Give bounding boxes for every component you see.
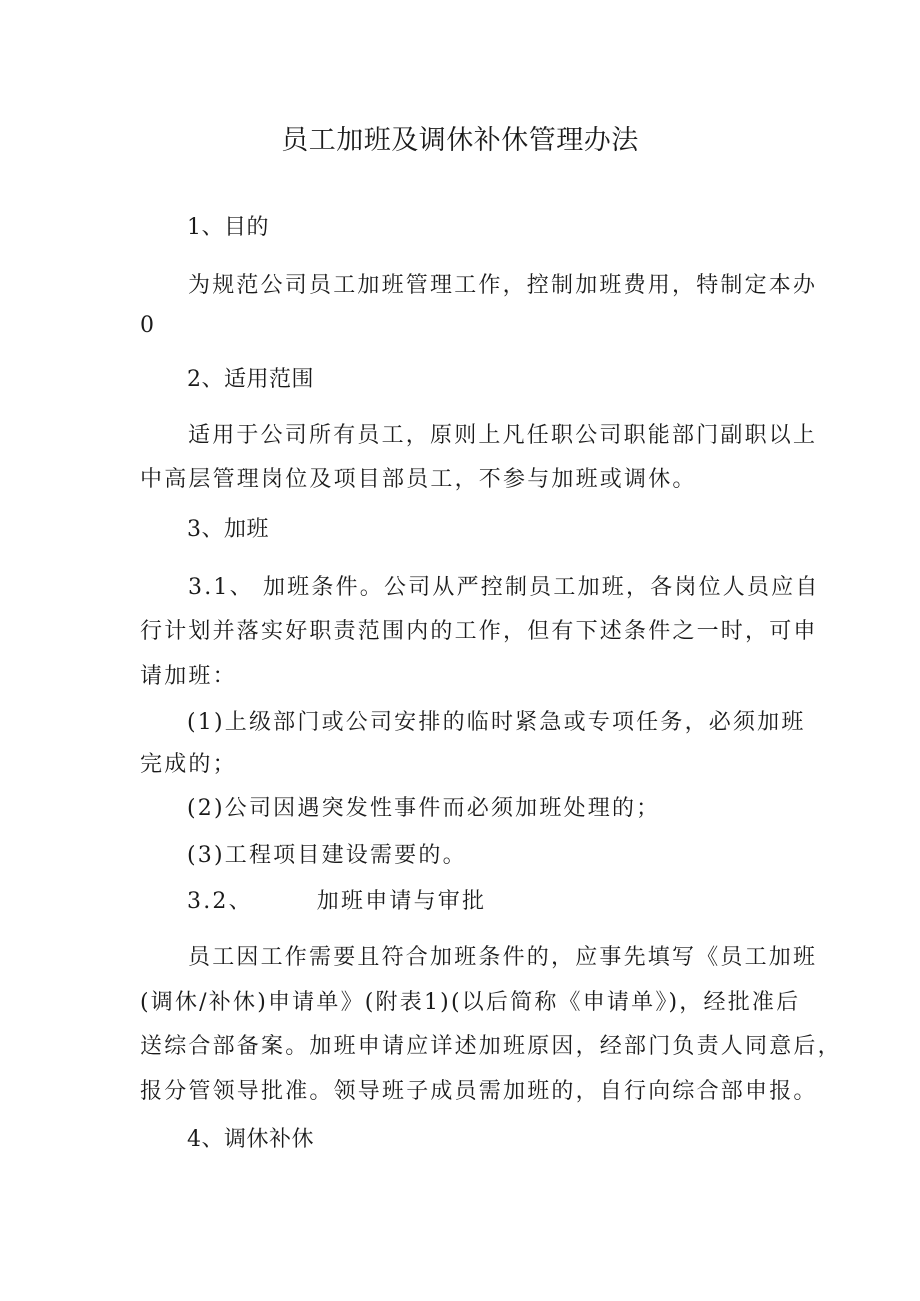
section-number: 2、 [187,367,224,392]
paragraph-line: 行计划并落实好职责范围内的工作，但有下述条件之一时，可申 [140,619,818,644]
paragraph-line: 中高层管理岗位及项目部员工，不参与加班或调休。 [140,467,697,492]
paragraph-line: 送综合部备案。加班申请应详述加班原因，经部门负责人同意后， [140,1034,842,1059]
section-heading-overtime [187,512,269,543]
paragraph-line: (调休/补休)申请单》(附表1)(以后简称《申请单》)，经批准后 [140,990,801,1015]
paragraph-line: 完成的； [140,752,237,777]
paragraph-line: 为规范公司员工加班管理工作，控制加班费用，特制定本办 [188,273,818,298]
document-title: 员工加班及调休补休管理办法 [281,125,639,156]
section-title: 加班 [224,517,270,542]
subsection-number: 3.2、 [187,889,253,914]
paragraph-line: 报分管领导批准。领导班子成员需加班的，自行向综合部申报。 [140,1079,818,1104]
section-title: 目的 [224,215,270,240]
section-heading-purpose [187,210,269,241]
list-item: (1)上级部门或公司安排的临时紧急或专项任务，必须加班 [187,710,806,735]
paragraph-line: 请加班： [140,664,237,689]
paragraph-line: 3.1、 加班条件。公司从严控制员工加班，各岗位人员应自 [188,575,820,600]
section-heading-scope [187,362,314,393]
section-number: 4、 [187,1127,224,1152]
paragraph-line: 适用于公司所有员工，原则上凡任职公司职能部门副职以上 [188,423,818,448]
section-number: 3、 [187,517,224,542]
paragraph-line: 0 [140,313,157,338]
subsection-heading [187,884,486,915]
section-title: 适用范围 [224,367,315,392]
subsection-title: 加班申请与审批 [316,889,487,914]
section-heading-compensatory [187,1122,314,1153]
list-item: (3)工程项目建设需要的。 [187,843,467,868]
list-item: (2)公司因遇突发性事件而必须加班处理的； [187,796,661,821]
section-number: 1、 [187,215,224,240]
paragraph-line: 员工因工作需要且符合加班条件的，应事先填写《员工加班 [188,945,818,970]
section-title: 调休补休 [224,1127,315,1152]
